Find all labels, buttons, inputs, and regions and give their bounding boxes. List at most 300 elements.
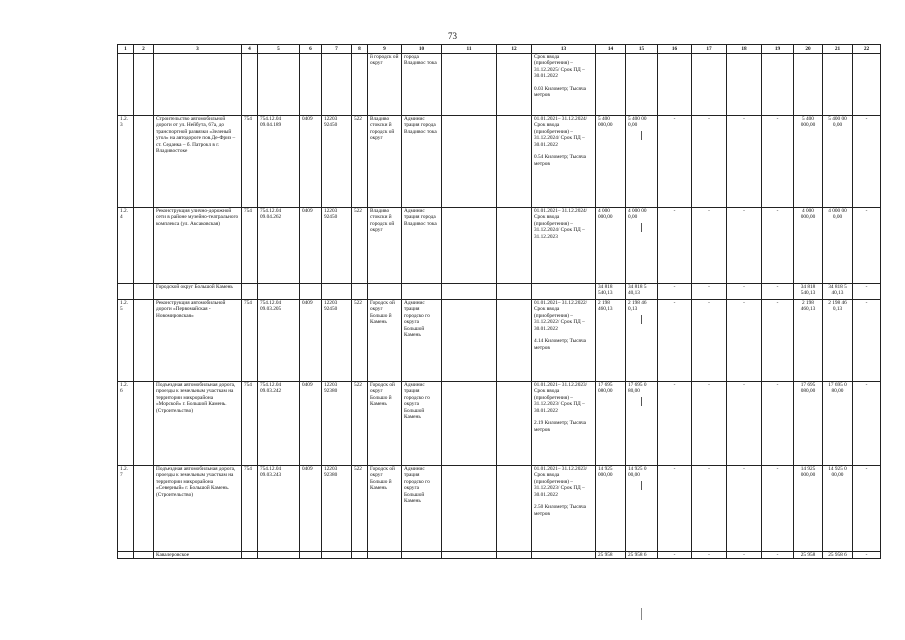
cell-text: 754.12.04 09.04.262 [260,208,282,221]
cell-text: - [865,116,868,122]
cell-text: 25 958 [598,552,613,558]
table-cell [762,382,794,466]
cell-text: - [708,116,710,122]
cell-text: 2 198 460,13 [800,300,816,313]
table-cell [823,208,853,284]
cell-text: 754 [244,300,252,306]
column-header: 6 [300,45,322,54]
table-cell [352,382,368,466]
table-cell [762,552,794,559]
table-row [118,54,881,116]
table-cell [322,466,352,552]
cell-text: 34 818 540,13 [800,284,816,297]
table-cell [762,300,794,382]
table-cell [402,552,442,559]
table-cell [692,300,727,382]
table-cell [596,54,626,116]
table-cell [532,284,596,300]
cell-text: 1.2. 4 [120,208,128,221]
cell-text: Админис трация городско го округа Большой Камень [404,382,430,421]
cell-text: 754.12.04 09.03.205 [260,300,282,313]
column-header: 22 [853,45,881,54]
cell-text: 522 [354,116,362,122]
table-cell [322,208,352,284]
table-cell [442,466,497,552]
table-cell [368,116,402,208]
cell-text: - [673,300,676,306]
cell-text: 17 695 0 80,00 [628,382,647,395]
cell-text: 0409 [302,116,313,122]
table-cell [134,552,154,559]
table-cell [368,552,402,559]
cell-text: Админис трация городско го округа Большой Камень [404,466,430,505]
table-cell [727,552,762,559]
table-cell [368,284,402,300]
cell-text: 12203 92450 [324,208,338,221]
table-cell [853,300,881,382]
cell-text: 12203 92380 [324,382,338,395]
table-cell [727,300,762,382]
table-cell [402,466,442,552]
cell-text: 17 695 080,00 [598,382,613,395]
table-cell [258,284,300,300]
table-cell [853,382,881,466]
column-header: 7 [322,45,352,54]
cell-text: 1.2. 5 [120,300,128,313]
cell-text: 12203 92450 [324,300,338,313]
table-cell [402,208,442,284]
cell-text: 0409 [302,382,313,388]
column-header: 18 [727,45,762,54]
cell-text: - [865,382,868,388]
column-header: 20 [794,45,823,54]
cell-text: 12203 92380 [324,466,338,479]
table-cell [762,54,794,116]
cell-text: Подъездная автомобильная дорога, проезды к земельным участкам на территории микрорайона «Морской» г. Большой Камень. (Строительство) [156,382,236,414]
table-cell [596,466,626,552]
cell-text: - [743,382,745,388]
table-cell [658,382,692,466]
table-cell [258,54,300,116]
cell-text: 34 818 5 40,13 [628,284,647,297]
cell-text: 01.01.2021– 31.12.2023/ Срок ввода (приобретения) – 31.12.2023/ Срок ПД – 30.01.2022 2.19 Километр; Тысяча метров [534,382,588,433]
cell-text: 14 925 000,00 [800,466,816,479]
cell-text: 1.2. 6 [120,382,128,395]
table-row [118,382,881,466]
table-cell [118,300,134,382]
table-cell [596,300,626,382]
table-cell [322,116,352,208]
cell-text: Владиво стокски й городск ой округ [370,116,395,142]
table-cell [368,54,402,116]
column-header: 8 [352,45,368,54]
cell-text: - [743,552,745,558]
table-cell [658,54,692,116]
table-cell [692,466,727,552]
cell-text: Админис трация городско го округа Большой Камень [404,300,430,339]
cell-text: 4 000 000,00 [598,208,613,221]
cell-text: - [743,116,745,122]
handwritten-mark [641,131,642,140]
table-cell [258,116,300,208]
cell-text: 17 695 0 80,00 [828,382,847,395]
cell-text: 754 [244,116,252,122]
table-cell [402,116,442,208]
table-cell [154,382,242,466]
table-cell [823,54,853,116]
table-cell [154,466,242,552]
table-cell [402,284,442,300]
table-cell [154,552,242,559]
table-cell [154,284,242,300]
table-cell [727,208,762,284]
table-cell [352,552,368,559]
table-cell [823,466,853,552]
cell-text: - [776,300,779,306]
cell-text: 5 400 00 0,00 [828,116,847,129]
cell-text: Подъездная автомобильная дорога, проезды к земельным участкам на территории микрорайона «Северный» г. Большой Камень. (Строительство) [156,466,236,498]
table-cell [442,116,497,208]
table-cell [442,208,497,284]
cell-text: 14 925 000,00 [598,466,613,479]
table-cell [853,552,881,559]
table-cell [134,300,154,382]
cell-text: - [673,208,676,214]
table-cell [134,54,154,116]
cell-text: города Владивос тока [404,54,437,67]
table-cell [794,284,823,300]
table-cell [134,466,154,552]
cell-text: 754.12.04 09.03.242 [260,382,282,395]
cell-text: 25 958 6 [828,552,847,558]
cell-text: 01.01.2021– 31.12.2023/ Срок ввода (приобретения) – 31.12.2023/ Срок ПД – 30.01.2022 2.50 Километр; Тысяча метров [534,466,588,517]
column-header: 19 [762,45,794,54]
cell-text: 5 400 000,00 [598,116,613,129]
table-cell [532,466,596,552]
cell-text: Админис трация города Владивос тока [404,208,437,227]
table-cell [322,284,352,300]
table-cell [823,382,853,466]
table-cell [368,300,402,382]
table-cell [626,552,658,559]
table-row [118,300,881,382]
table-cell [497,208,532,284]
table-cell [626,54,658,116]
table-cell [762,466,794,552]
table-cell [626,382,658,466]
table-cell [692,284,727,300]
handwritten-mark [641,481,642,490]
table-cell [134,116,154,208]
cell-text: 01.01.2021– 31.12.2024/ Срок ввода (приобретения) – 31.12.2024/ Срок ПД – 30.01.2022 0.54 Километр; Тысяча метров [534,116,588,167]
table-cell [322,552,352,559]
cell-text: - [673,382,676,388]
cell-text: 754 [244,208,252,214]
cell-text: 17 695 080,00 [800,382,816,395]
table-cell [596,116,626,208]
table-cell [692,116,727,208]
table-cell [823,116,853,208]
table-cell [853,466,881,552]
cell-text: 754 [244,466,252,472]
cell-text: - [708,284,710,290]
column-header: 3 [154,45,242,54]
cell-text: - [865,208,868,214]
table-cell [300,382,322,466]
table-cell [532,208,596,284]
table-cell [853,54,881,116]
table-cell [300,552,322,559]
table-cell [300,116,322,208]
cell-text: 5 400 00 0,00 [628,116,647,129]
cell-text: Городск ой округ Большо й Камень [370,300,395,326]
cell-text: - [708,466,710,472]
table-cell [134,208,154,284]
cell-text: 2 198 46 0,13 [828,300,847,313]
table-cell [626,300,658,382]
table-cell [626,208,658,284]
table-cell [118,208,134,284]
table-cell [794,116,823,208]
table-cell [794,300,823,382]
cell-text: Городск ой округ Большо й Камень [370,466,395,492]
cell-text: 34 818 5 40,13 [828,284,847,297]
column-header: 9 [368,45,402,54]
cell-text: 14 925 0 00,00 [828,466,847,479]
table-cell [658,284,692,300]
cell-text: 34 818 540,13 [598,284,613,297]
table-cell [352,116,368,208]
cell-text: 4 000 00 0,00 [828,208,847,221]
cell-text: - [865,284,868,290]
table-cell [532,552,596,559]
cell-text: Городск ой округ Большо й Камень [370,382,395,408]
table-cell [258,208,300,284]
table-cell [352,300,368,382]
table-cell [442,552,497,559]
column-header: 10 [402,45,442,54]
table-cell [497,382,532,466]
cell-text: - [673,116,676,122]
table-cell [692,382,727,466]
table-cell [242,208,258,284]
column-header: 16 [658,45,692,54]
cell-text: Строительство автомобильной дороги от ул. Нейбута, 67а, до транспортной развязки «Зеленый угол» на автодороге пов.Де-Фриз – ст. Седанка – б. Патрокл в г. Владивостоке [156,116,236,155]
table-cell [658,208,692,284]
table-cell [402,382,442,466]
table-cell [154,116,242,208]
table-cell [242,300,258,382]
table-cell [596,552,626,559]
cell-text: - [673,466,676,472]
table-cell [352,284,368,300]
table-cell [532,54,596,116]
cell-text: - [708,552,710,558]
table-cell [118,466,134,552]
column-header: 12 [497,45,532,54]
table-cell [242,116,258,208]
cell-text: - [708,300,710,306]
cell-text: 754 [244,382,252,388]
cell-text: Админис трация города Владивос тока [404,116,437,135]
cell-text: - [743,300,745,306]
table-cell [322,382,352,466]
table-cell [118,54,134,116]
cell-text: 522 [354,208,362,214]
table-cell [154,54,242,116]
table-cell [762,208,794,284]
handwritten-mark [641,397,642,406]
column-header: 21 [823,45,853,54]
table-cell [118,552,134,559]
cell-text: - [708,382,710,388]
cell-text: - [865,552,868,558]
table-cell [727,54,762,116]
table-cell [134,284,154,300]
table-row [118,116,881,208]
table-cell [596,284,626,300]
column-header: 11 [442,45,497,54]
table-cell [794,552,823,559]
table-cell [853,284,881,300]
cell-text: 0409 [302,466,313,472]
cell-text: - [776,382,779,388]
table-cell [368,208,402,284]
table-cell [794,382,823,466]
table-cell [497,552,532,559]
table-cell [532,116,596,208]
budget-table [117,44,881,559]
table-cell [532,382,596,466]
column-header: 17 [692,45,727,54]
table-cell [692,54,727,116]
table-cell [727,284,762,300]
table-cell [762,284,794,300]
cell-text: 2 198 46 0,13 [628,300,647,313]
table-body [118,54,881,559]
cell-text: - [776,116,779,122]
table-cell [532,300,596,382]
cell-text: Срок ввода (приобретения) – 31.12.2025/ Срок ПД – 30.01.2022 0.03 Километр; Тысяча метров [534,54,587,99]
cell-text: 522 [354,382,362,388]
cell-text: 754.12.04 09.04.189 [260,116,282,129]
cell-text: 1.2. 7 [120,466,128,479]
table-cell [727,116,762,208]
table-cell [322,54,352,116]
table-row [118,466,881,552]
cell-text: - [865,466,868,472]
handwritten-mark [641,315,642,324]
cell-text: - [776,284,779,290]
table-cell [258,300,300,382]
cell-text: Реконструкция автомобильной дороги «Первомайская - Новомировская» [156,300,226,319]
cell-text: - [743,466,745,472]
table-cell [134,382,154,466]
table-cell [658,552,692,559]
table-cell [823,552,853,559]
cell-text: 4 000 000,00 [800,208,816,221]
table-cell [596,382,626,466]
page-number: 73 [448,31,457,41]
table-cell [762,116,794,208]
table-cell [626,466,658,552]
table-cell [658,300,692,382]
cell-text: - [776,552,779,558]
column-header: 5 [258,45,300,54]
column-header: 14 [596,45,626,54]
table-cell [352,466,368,552]
table-cell [300,284,322,300]
table-cell [626,284,658,300]
table-cell [626,116,658,208]
handwritten-mark [641,223,642,232]
table-cell [497,300,532,382]
table-cell [242,382,258,466]
cell-text: - [743,284,745,290]
table-cell [242,466,258,552]
column-header: 4 [242,45,258,54]
table-cell [442,300,497,382]
table-cell [368,466,402,552]
table-cell [658,466,692,552]
cell-text: 522 [354,300,362,306]
cell-text: - [776,208,779,214]
table-cell [242,284,258,300]
cell-text: - [743,208,745,214]
cell-text: 25 958 6 [628,552,647,558]
table-cell [727,466,762,552]
table-cell [727,382,762,466]
cell-text: 25 958 [800,552,816,558]
table-cell [258,552,300,559]
table-row [118,552,881,559]
table-cell [794,54,823,116]
cell-text: 4 000 00 0,00 [628,208,647,221]
cell-text: - [673,552,676,558]
table-cell [118,116,134,208]
table-cell [442,284,497,300]
cell-text: 0409 [302,208,313,214]
table-cell [402,300,442,382]
table-cell [497,284,532,300]
table-cell [300,300,322,382]
table-cell [823,284,853,300]
table-cell [823,300,853,382]
table-cell [368,382,402,466]
table-cell [692,552,727,559]
column-header: 2 [134,45,154,54]
cell-text: й городск ой округ [370,54,399,67]
cell-text: 522 [354,466,362,472]
table-cell [118,382,134,466]
scan-artifact [641,608,642,620]
table-cell [442,54,497,116]
table-cell [497,466,532,552]
cell-text: Владиво стокски й городск ой округ [370,208,395,234]
cell-text: 1.2. 3 [120,116,128,129]
table-cell [154,300,242,382]
table-cell [853,116,881,208]
table-cell [352,54,368,116]
table-cell [794,466,823,552]
table-cell [258,382,300,466]
table-cell [596,208,626,284]
cell-text: Кавалеровское [156,552,190,558]
column-header: 1 [118,45,134,54]
table-cell [242,54,258,116]
table-cell [300,466,322,552]
table-cell [322,300,352,382]
